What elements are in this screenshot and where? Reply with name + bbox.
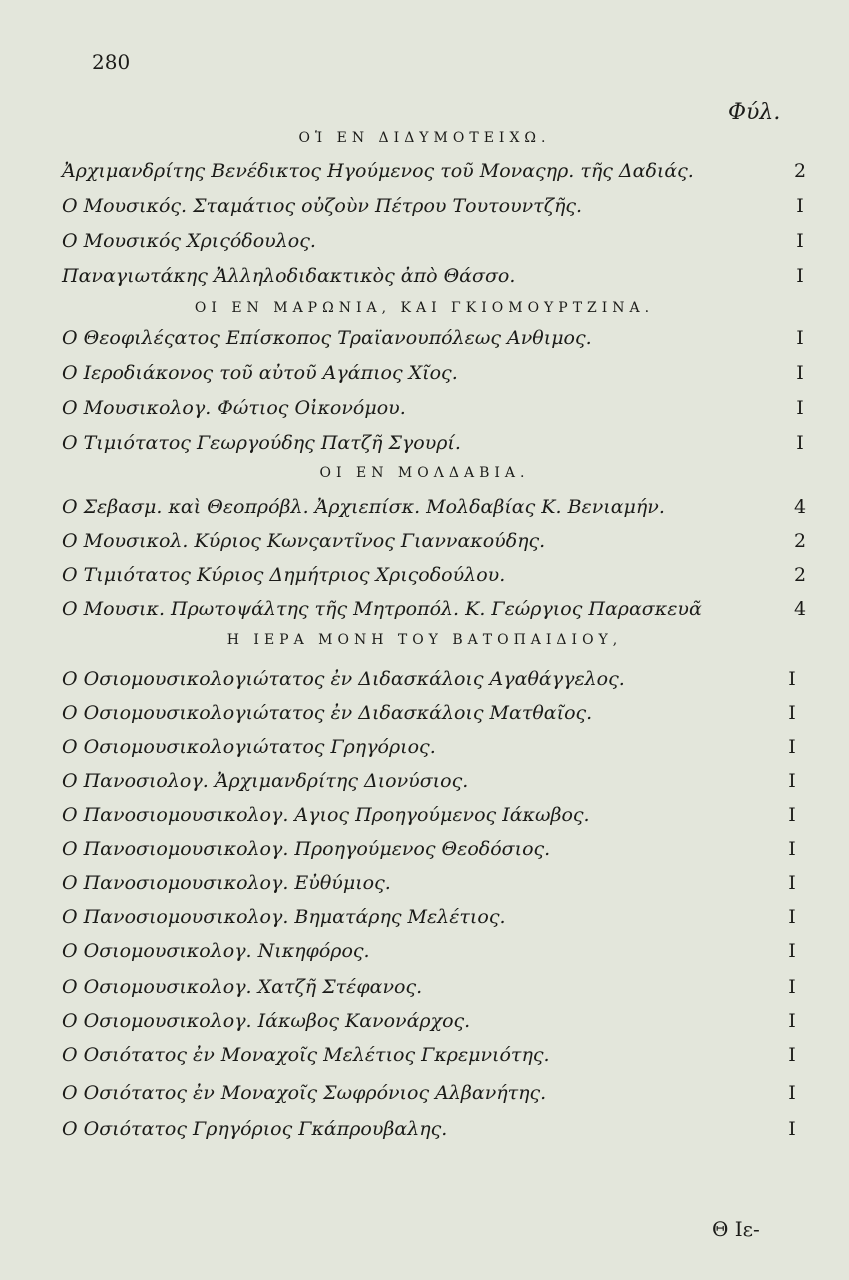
entry-name: Ο Πανοσιομουσικολογ. Προηγούμενος Θεοδόσιος. bbox=[62, 838, 551, 860]
list-item bbox=[62, 1082, 802, 1112]
entry-name: Ο Πανοσιομουσικολογ. Εὐθύμιος. bbox=[62, 872, 391, 894]
entry-name: Ο Οσιομουσικολογιώτατος Γρηγόριος. bbox=[62, 736, 436, 758]
list-item bbox=[62, 432, 812, 462]
list-item bbox=[62, 1010, 802, 1040]
entry-name: Ο Οσιότατος ἐν Μοναχοῖς Μελέτιος Γκρεμνιότης. bbox=[62, 1044, 550, 1066]
entry-count: I bbox=[788, 736, 796, 758]
entry-count: I bbox=[796, 397, 804, 419]
list-item bbox=[62, 770, 802, 800]
entry-name: Ο Μουσικολογ. Φώτιος Οἰκονόμου. bbox=[62, 397, 406, 419]
entry-name: Ο Μουσικολ. Κύριος Κωνςαντῖνος Γιαννακούδης. bbox=[62, 530, 546, 552]
list-item bbox=[62, 362, 812, 392]
entry-count: 2 bbox=[793, 564, 807, 586]
section-title: ΟΙ ΕΝ ΜΟΛΔΑΒΙΑ. bbox=[319, 465, 530, 481]
entry-name: Ο Σεβασμ. καὶ Θεοπρόβλ. Ἀρχιεπίσκ. Μολδαβίας Κ. Βενιαμήν. bbox=[62, 496, 665, 518]
entry-name: Ο Ιεροδιάκονος τοῦ αὐτοῦ Αγάπιος Χῖος. bbox=[62, 362, 458, 384]
list-item bbox=[62, 265, 812, 295]
entry-count: I bbox=[788, 770, 796, 792]
entry-name: Ο Οσιότατος ἐν Μοναχοῖς Σωφρόνιος Αλβανήτης. bbox=[62, 1082, 547, 1104]
list-item bbox=[62, 976, 802, 1006]
list-item bbox=[62, 668, 802, 698]
entry-count: I bbox=[788, 976, 796, 998]
list-item bbox=[62, 598, 812, 628]
entry-name: Ο Τιμιότατος Γεωργούδης Πατζῆ Σγουρί. bbox=[62, 432, 461, 454]
entry-count: I bbox=[788, 1082, 796, 1104]
list-item bbox=[62, 327, 812, 357]
entry-count: 2 bbox=[793, 160, 807, 182]
entry-count: 4 bbox=[793, 496, 807, 518]
entry-name: Ο Οσιομουσικολογ. Νικηφόρος. bbox=[62, 940, 370, 962]
list-item bbox=[62, 736, 802, 766]
entry-name: Ο Πανοσιολογ. Ἀρχιμανδρίτης Διονύσιος. bbox=[62, 770, 469, 792]
entry-name: Ο Θεοφιλέςατος Επίσκοπος Τραϊανουπόλεως Ανθιμος. bbox=[62, 327, 592, 349]
entry-name: Ο Οσιομουσικολογιώτατος ἐν Διδασκάλοις Αγαθάγγελος. bbox=[62, 668, 625, 690]
entry-count: I bbox=[788, 1044, 796, 1066]
list-item bbox=[62, 1044, 802, 1074]
entry-name: Ο Πανοσιομουσικολογ. Βηματάρης Μελέτιος. bbox=[62, 906, 506, 928]
entry-count: I bbox=[796, 432, 804, 454]
entry-name: Ο Πανοσιομουσικολογ. Αγιος Προηγούμενος Ιάκωβος. bbox=[62, 804, 590, 826]
list-item bbox=[62, 940, 802, 970]
entry-count: 2 bbox=[793, 530, 807, 552]
entry-name: Ο Μουσικός Χριςόδουλος. bbox=[62, 230, 316, 252]
list-item bbox=[62, 564, 812, 594]
list-item bbox=[62, 1118, 802, 1148]
entry-name: Ο Οσιότατος Γρηγόριος Γκάπρουβαλης. bbox=[62, 1118, 448, 1140]
list-item bbox=[62, 195, 812, 225]
entry-count: I bbox=[788, 804, 796, 826]
entry-name: Ἀρχιμανδρίτης Βενέδικτος Ηγούμενος τοῦ Μοναςηρ. τῆς Δαδιάς. bbox=[62, 160, 694, 182]
entry-count: I bbox=[788, 668, 796, 690]
list-item bbox=[62, 906, 802, 936]
entry-count: I bbox=[788, 872, 796, 894]
catchword: Θ Ιε- bbox=[712, 1217, 760, 1241]
entry-name: Ο Οσιομουσικολογ. Χατζῆ Στέφανος. bbox=[62, 976, 423, 998]
entry-count: I bbox=[796, 362, 804, 384]
entry-name: Ο Τιμιότατος Κύριος Δημήτριος Χριςοδούλου. bbox=[62, 564, 506, 586]
entry-name: Ο Οσιομουσικολογ. Ιάκωβος Κανονάρχος. bbox=[62, 1010, 471, 1032]
list-item bbox=[62, 530, 812, 560]
entry-count: I bbox=[788, 702, 796, 724]
list-item bbox=[62, 160, 812, 190]
entry-count: I bbox=[788, 940, 796, 962]
entry-count: I bbox=[796, 230, 804, 252]
entry-count: I bbox=[796, 195, 804, 217]
list-item bbox=[62, 397, 812, 427]
section-title: ΟἹ ΕΝ ΔΙΔΥΜΟΤΕΙΧΩ. bbox=[298, 130, 551, 146]
entry-count: I bbox=[788, 1118, 796, 1140]
entry-count: I bbox=[788, 906, 796, 928]
section-title: ΟΙ ΕΝ ΜΑΡΩΝΙΑ, ΚΑΙ ΓΚΙΟΜΟΥΡΤΖΙΝΑ. bbox=[194, 300, 655, 316]
list-item bbox=[62, 702, 802, 732]
entry-name: Παναγιωτάκης Ἀλληλοδιδακτικὸς ἀπὸ Θάσσο. bbox=[62, 265, 516, 287]
entry-count: I bbox=[796, 265, 804, 287]
list-item bbox=[62, 230, 812, 260]
list-item bbox=[62, 872, 802, 902]
entry-count: I bbox=[796, 327, 804, 349]
entry-name: Ο Οσιομουσικολογιώτατος ἐν Διδασκάλοις Ματθαῖος. bbox=[62, 702, 593, 724]
entry-name: Ο Μουσικός. Σταμάτιος οὐζοὺν Πέτρου Τουτουντζῆς. bbox=[62, 195, 583, 217]
list-item bbox=[62, 838, 802, 868]
entry-name: Ο Μουσικ. Πρωτοψάλτης τῆς Μητροπόλ. Κ. Γεώργιος Παρασκευᾶ bbox=[62, 598, 702, 620]
entry-count: I bbox=[788, 1010, 796, 1032]
entry-count: 4 bbox=[793, 598, 807, 620]
entry-count: I bbox=[788, 838, 796, 860]
list-item bbox=[62, 804, 802, 834]
list-item bbox=[62, 496, 812, 526]
page-number: 280 bbox=[92, 50, 131, 74]
section-title: Η ΙΕΡΑ ΜΟΝΗ ΤΟΥ ΒΑΤΟΠΑΙΔΙΟΥ, bbox=[226, 632, 623, 648]
column-header: Φύλ. bbox=[728, 100, 781, 125]
